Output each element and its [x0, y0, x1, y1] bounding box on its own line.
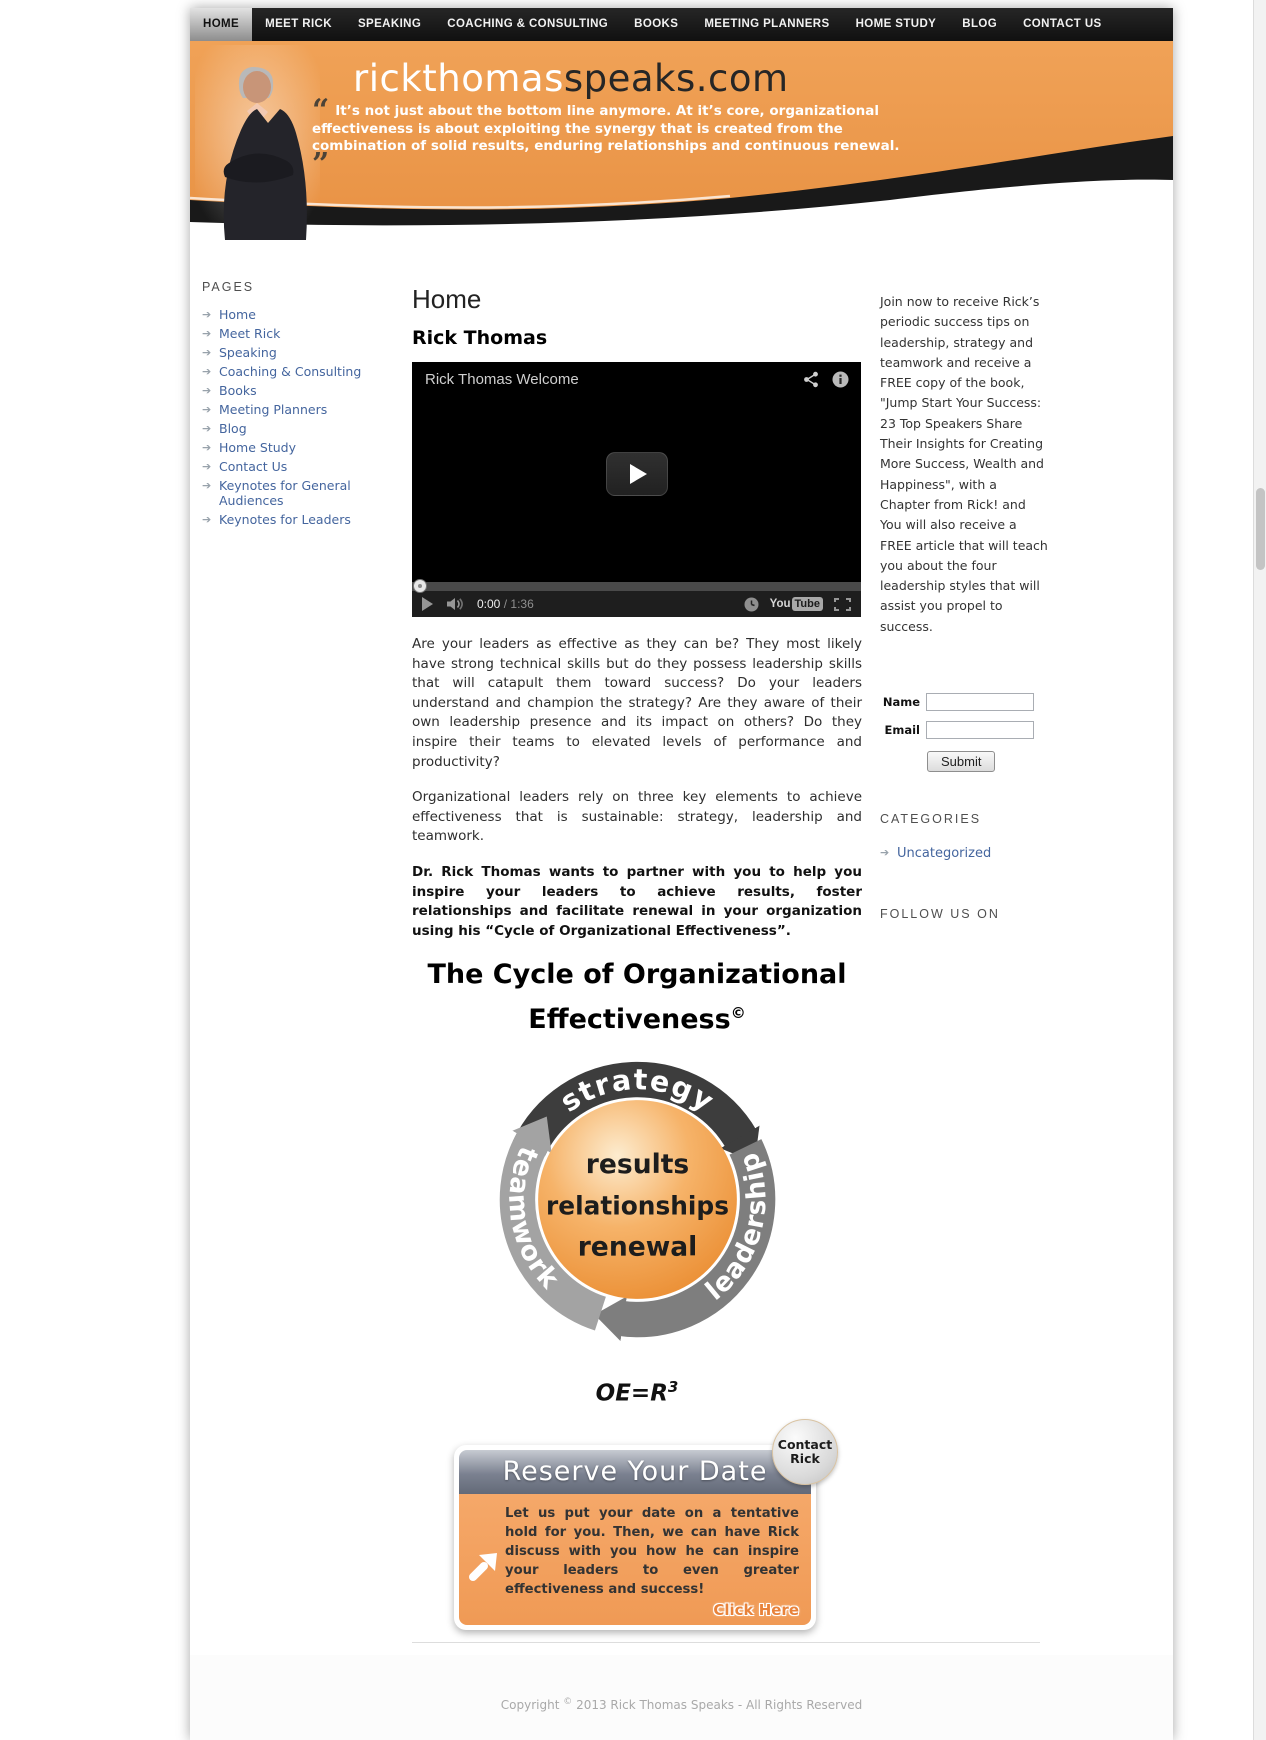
close-quote-icon: ”	[312, 146, 330, 182]
nav-item-meeting-planners[interactable]: MEETING PLANNERS	[704, 18, 830, 30]
copyright-symbol: ©	[730, 1004, 746, 1023]
top-nav	[190, 8, 1173, 41]
site-title	[353, 57, 789, 100]
progress-scrubber-handle[interactable]	[413, 579, 427, 593]
elements-paragraph: Organizational leaders rely on three key elements to achieve effectiveness that is sustainable: strategy, leadership and teamwork.	[412, 789, 862, 845]
center-label-renewal: renewal	[577, 1231, 697, 1263]
video-time-display	[477, 597, 534, 611]
info-icon[interactable]	[832, 371, 849, 388]
nav-item-home-study[interactable]: HOME STUDY	[855, 18, 937, 30]
youtube-logo-you: You	[769, 598, 791, 610]
cycle-of-organizational-effectiveness-diagram	[485, 1047, 790, 1352]
up-right-arrow-icon	[467, 1550, 499, 1582]
newsletter-sidebar	[880, 292, 1050, 921]
arrow-icon: ➔	[202, 365, 212, 378]
youtube-logo[interactable]	[770, 597, 823, 611]
nav-item-speaking[interactable]: SPEAKING	[357, 18, 422, 30]
list-item	[202, 441, 377, 456]
video-progress-bar[interactable]	[412, 582, 861, 591]
arrow-icon: ➔	[202, 422, 212, 435]
teamwork-label: teamwork	[501, 1142, 565, 1296]
list-item	[202, 327, 377, 342]
list-item	[202, 422, 377, 437]
list-item	[202, 384, 377, 399]
list-item	[202, 403, 377, 418]
nav-item-home[interactable]: HOME	[190, 8, 252, 41]
contact-rick-button[interactable]	[772, 1419, 838, 1485]
rick-thomas-photo	[195, 45, 320, 240]
submit-button[interactable]: Submit	[927, 751, 995, 772]
reserve-body	[459, 1494, 811, 1625]
list-item	[202, 365, 377, 380]
site-title-second: speaks.com	[563, 57, 789, 100]
scrollbar-thumb[interactable]	[1256, 488, 1265, 570]
follow-us-heading: FOLLOW US ON	[880, 907, 1000, 922]
reserve-box	[454, 1445, 816, 1630]
cycle-diagram-title	[412, 955, 862, 1039]
category-item	[880, 846, 1050, 861]
sidebar-item-contact-us[interactable]: Contact Us	[219, 459, 288, 474]
youtube-video-player[interactable]	[412, 362, 861, 617]
pages-list	[202, 308, 377, 527]
newsletter-intro-text: Join now to receive Rick’s periodic success tips on leadership, strategy and teamwork and receive a FREE copy of the book, "Jump Start Your Success: 23 Top Speakers Share Their Insights for Creating More Success, Wealth and Happiness", with a Chapter from Rick! and You will also receive a FREE article that will teach you about the four leadership styles that will assist you propel to success.	[880, 294, 1048, 634]
arrow-icon: ➔	[202, 403, 212, 416]
content-divider	[412, 1642, 1040, 1643]
reserve-title: Reserve Your Date	[502, 1456, 768, 1488]
nav-item-books[interactable]: BOOKS	[634, 18, 679, 30]
video-title-link[interactable]: Rick Thomas Welcome	[425, 371, 579, 388]
leadership-label: leadership	[699, 1148, 773, 1307]
nav-item-blog[interactable]: BLOG	[962, 18, 998, 30]
email-field[interactable]	[926, 721, 1034, 739]
site-footer	[190, 1655, 1173, 1740]
partner-paragraph: Dr. Rick Thomas wants to partner with you to help you inspire your leaders to achieve results, foster relationships and facilitate renewal in your organization using his “Cycle of Organizational Effectiveness”.	[412, 863, 862, 939]
arrow-icon: ➔	[202, 479, 212, 492]
copyright-text: Copyright © 2013 Rick Thomas Speaks - All Rights Reserved	[500, 1697, 863, 1712]
arrow-icon: ➔	[202, 327, 212, 340]
formula-base: OE=R	[595, 1380, 668, 1407]
site-container	[190, 8, 1173, 1740]
formula-exponent: 3	[667, 1378, 679, 1397]
page-title: Home	[412, 284, 482, 314]
post-title: Rick Thomas	[412, 327, 548, 349]
sidebar-item-home[interactable]: Home	[219, 307, 256, 322]
youtube-logo-tube: Tube	[792, 597, 823, 611]
list-item	[202, 460, 377, 475]
list-item	[202, 513, 377, 528]
cycle-title-line1: The Cycle of Organizational	[427, 959, 847, 991]
video-time-total: 1:36	[510, 597, 534, 611]
oe-formula	[412, 1378, 862, 1407]
arrow-icon: ➔	[202, 346, 212, 359]
site-title-first: rickthomas	[353, 57, 564, 100]
click-here-link[interactable]: Click Here	[713, 1600, 799, 1619]
nav-item-contact-us[interactable]: CONTACT US	[1023, 18, 1102, 30]
control-play-icon[interactable]	[422, 597, 433, 611]
sidebar-item-books[interactable]: Books	[219, 383, 257, 398]
contact-rick-line1: Contact	[777, 1436, 833, 1452]
reserve-your-date-widget	[454, 1436, 833, 1630]
intro-paragraph: Are your leaders as effective as they can be? They most likely have strong technical skills but do they possess leadership skills that will catapult them toward success? Do your leaders understand and champion the strategy? Are they aware of their own leadership presence and its impact on others? Do they inspire their teams to elevated levels of performance and productivity?	[412, 636, 862, 770]
cycle-title-line2: Effectiveness©	[528, 1004, 746, 1036]
name-label: Name	[882, 695, 920, 710]
video-control-bar	[412, 582, 861, 617]
center-label-results: results	[585, 1149, 689, 1181]
share-icon[interactable]	[803, 371, 820, 388]
pages-sidebar	[202, 280, 377, 532]
category-link-uncategorized[interactable]: Uncategorized	[897, 846, 992, 862]
main-column	[412, 284, 862, 1630]
copyright-symbol: ©	[563, 1697, 573, 1707]
video-time-current: 0:00	[477, 597, 501, 611]
sidebar-item-meet-rick[interactable]: Meet Rick	[219, 326, 281, 341]
newsletter-form	[880, 693, 1050, 772]
list-item	[202, 346, 377, 361]
list-item	[202, 308, 377, 323]
arrow-icon: ➔	[880, 846, 890, 860]
email-label: Email	[884, 723, 920, 738]
sidebar-item-keynotes-leaders[interactable]: Keynotes for Leaders	[219, 511, 351, 527]
sidebar-item-meeting-planners[interactable]: Meeting Planners	[219, 402, 328, 417]
sidebar-item-blog[interactable]: Blog	[219, 421, 247, 436]
arrow-icon: ➔	[202, 384, 212, 397]
arrow-icon: ➔	[202, 441, 212, 454]
list-item	[202, 479, 377, 508]
play-icon	[630, 464, 647, 484]
strategy-label: strategy	[553, 1063, 721, 1120]
volume-icon[interactable]	[446, 597, 464, 611]
nav-item-meet-rick[interactable]: MEET RICK	[265, 18, 332, 30]
sidebar-item-speaking[interactable]: Speaking	[219, 345, 277, 360]
contact-rick-line2: Rick	[790, 1450, 820, 1466]
pages-heading: PAGES	[202, 280, 255, 294]
site-header	[190, 41, 1173, 240]
arrow-icon: ➔	[202, 512, 212, 526]
header-quote: “ It’s not just about the bottom line anymore. At it’s core, organizational effectiveness is about exploiting the synergy that is created from the combination of solid results, enduring relationships and continuous renewal. ”	[312, 93, 900, 182]
name-field[interactable]	[926, 693, 1034, 711]
play-button[interactable]	[606, 452, 668, 496]
scrollbar-track[interactable]	[1253, 0, 1266, 1740]
sidebar-item-keynotes-general[interactable]: Keynotes for General Audiences	[219, 478, 351, 508]
reserve-text: Let us put your date on a tentative hold for you. Then, we can have Rick discuss with you how he can inspire your leaders to even greater effectiveness and success!	[505, 1505, 799, 1597]
video-time-separator: /	[503, 597, 508, 611]
center-label-relationships: relationships	[545, 1191, 729, 1222]
arrow-icon: ➔	[202, 460, 212, 473]
content-area	[190, 240, 1173, 1655]
sidebar-item-coaching-consulting[interactable]: Coaching & Consulting	[219, 364, 362, 379]
sidebar-item-home-study[interactable]: Home Study	[219, 440, 296, 455]
reserve-header-bar	[459, 1450, 811, 1494]
nav-item-coaching-consulting[interactable]: COACHING & CONSULTING	[447, 18, 609, 30]
categories-heading: CATEGORIES	[880, 812, 982, 827]
fullscreen-icon[interactable]	[834, 598, 851, 611]
watch-later-clock-icon[interactable]	[744, 597, 759, 612]
arrow-icon: ➔	[202, 308, 212, 321]
header-quote-text: It’s not just about the bottom line anymore. At it’s core, organizational effectiveness is about exploiting the synergy that is created from the combination of solid results, enduring relationships and continuous renewal.	[312, 103, 900, 154]
